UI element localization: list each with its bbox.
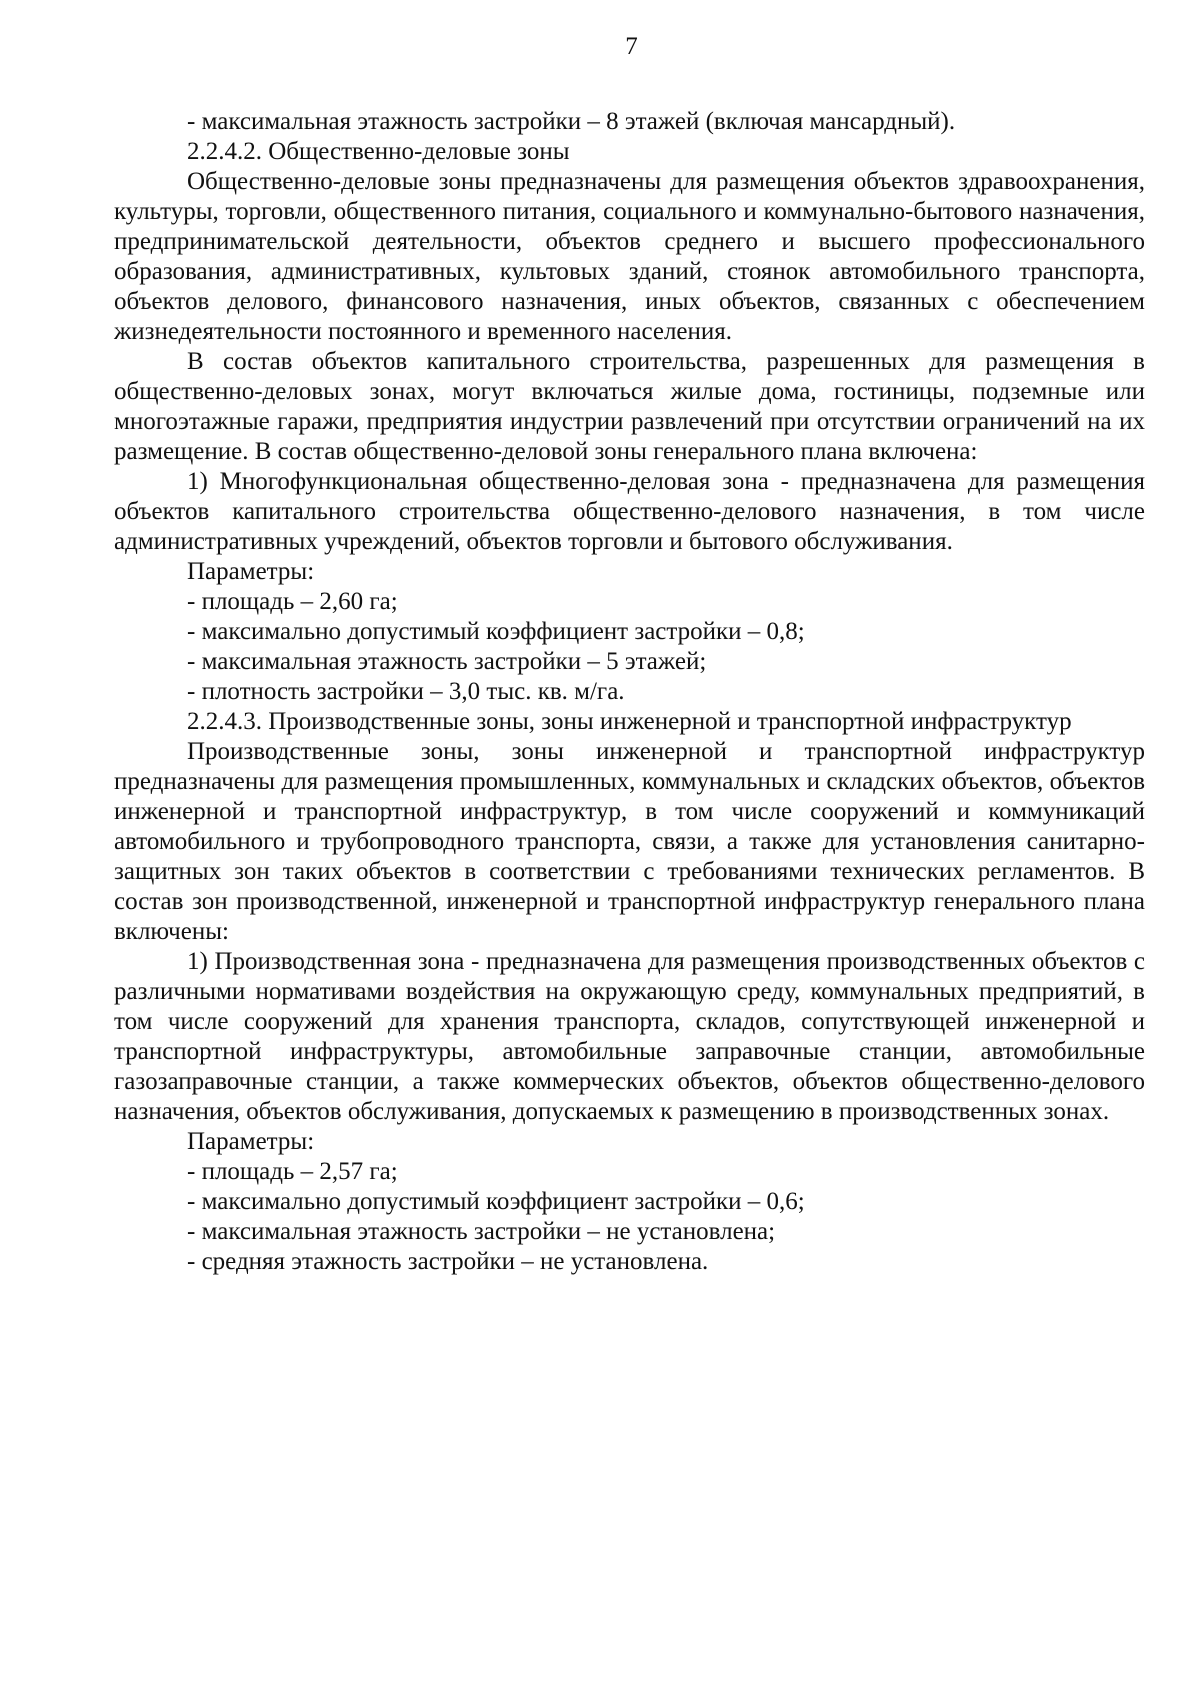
paragraph: - максимально допустимый коэффициент застройки – 0,8; (187, 618, 805, 645)
document-body (114, 107, 1145, 1277)
paragraph: - максимальная этажность застройки – 8 этажей (включая мансардный). (187, 108, 956, 135)
paragraph: - плотность застройки – 3,0 тыс. кв. м/га. (187, 678, 625, 705)
paragraph: - максимально допустимый коэффициент застройки – 0,6; (187, 1188, 805, 1215)
paragraph: - максимальная этажность застройки – 5 этажей; (187, 648, 707, 675)
paragraph: В состав объектов капитального строительства, разрешенных для размещения в общественно-деловых зонах, могут включаться жилые дома, гостиницы, подземные или многоэтажные гаражи, предприятия индустрии развлечений при отсутствии ограничений на их размещение. В состав общественно-деловой зоны генерального плана включена: (114, 348, 1145, 465)
paragraph: - средняя этажность застройки – не установлена. (187, 1248, 709, 1275)
paragraph: Параметры: (187, 558, 315, 585)
paragraph: Параметры: (187, 1128, 315, 1155)
paragraph: - максимальная этажность застройки – не установлена; (187, 1218, 776, 1245)
paragraph: - площадь – 2,60 га; (187, 588, 398, 615)
paragraph: 2.2.4.3. Производственные зоны, зоны инженерной и транспортной инфраструктур (187, 708, 1072, 735)
paragraph: - площадь – 2,57 га; (187, 1158, 398, 1185)
page-number: 7 (625, 33, 638, 60)
paragraph: 1) Производственная зона - предназначена для размещения производственных объектов с различными нормативами воздействия на окружающую среду, коммунальных предприятий, в том числе сооружений для хранения транспорта, складов, сопутствующей инженерной и транспортной инфраструктуры, автомобильные заправочные станции, автомобильные газозаправочные станции, а также коммерческих объектов, объектов общественно-делового назначения, объектов обслуживания, допускаемых к размещению в производственных зонах. (114, 948, 1145, 1125)
paragraph: Общественно-деловые зоны предназначены для размещения объектов здравоохранения, культуры, торговли, общественного питания, социального и коммунально-бытового назначения, предпринимательской деятельности, объектов среднего и высшего профессионального образования, административных, культовых зданий, стоянок автомобильного транспорта, объектов делового, финансового назначения, иных объектов, связанных с обеспечением жизнедеятельности постоянного и временного населения. (114, 168, 1145, 345)
paragraph: 1) Многофункциональная общественно-деловая зона - предназначена для размещения объектов капитального строительства общественно-делового назначения, в том числе административных учреждений, объектов торговли и бытового обслуживания. (114, 468, 1145, 555)
paragraph: 2.2.4.2. Общественно-деловые зоны (187, 138, 570, 165)
paragraph: Производственные зоны, зоны инженерной и транспортной инфраструктур предназначены для размещения промышленных, коммунальных и складских объектов, объектов инженерной и транспортной инфраструктур, в том числе сооружений и коммуникаций автомобильного и трубопроводного транспорта, связи, а также для установления санитарно-защитных зон таких объектов в соответствии с требованиями технических регламентов. В состав зон производственной, инженерной и транспортной инфраструктур генерального плана включены: (114, 738, 1145, 945)
